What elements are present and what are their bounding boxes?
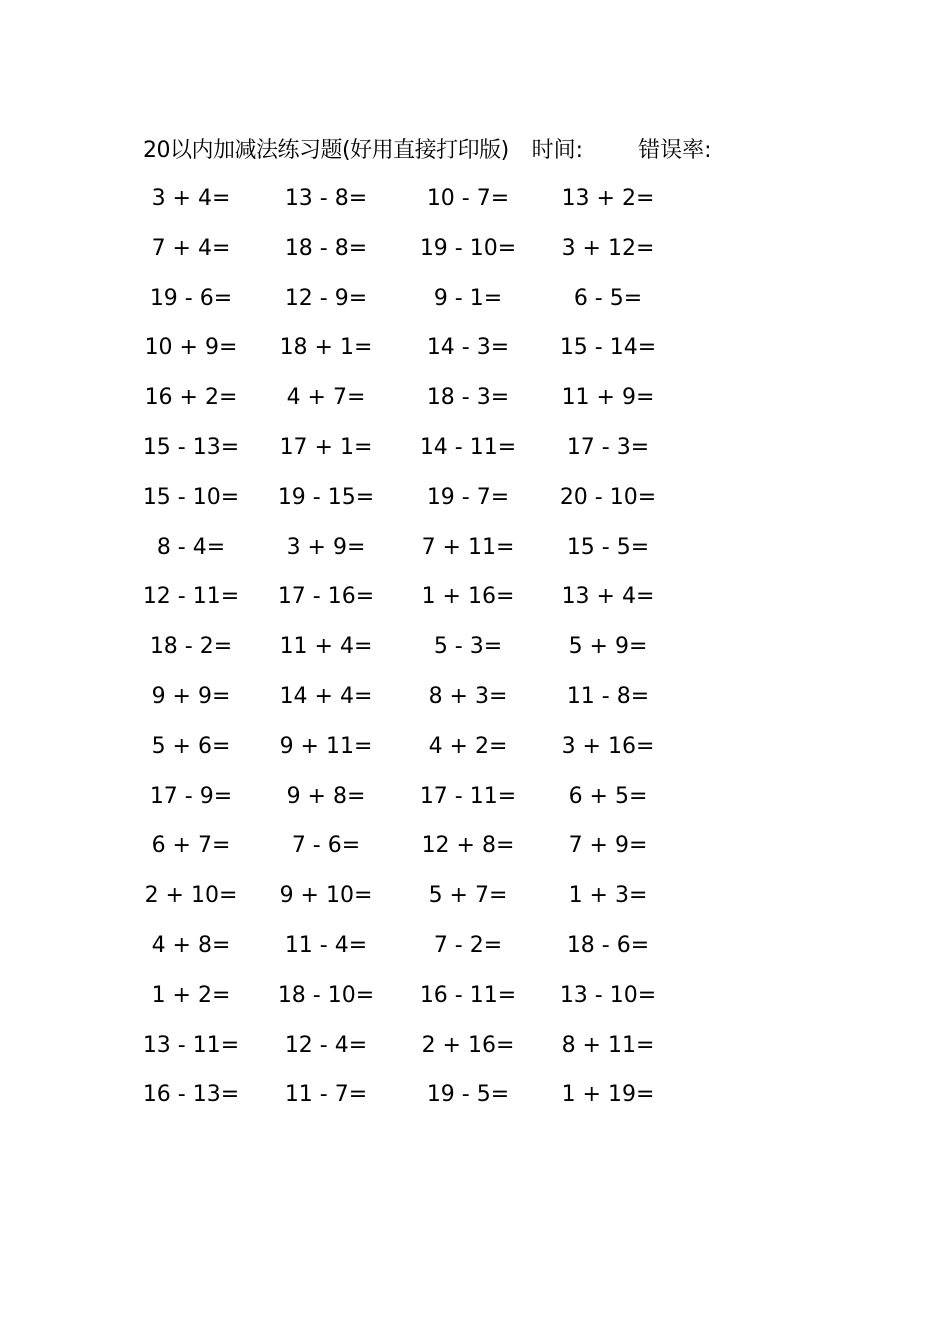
problem-cell: 7 - 6= xyxy=(291,833,361,859)
problem-cell: 19 - 6= xyxy=(149,285,233,311)
error-rate-label: 错误率: xyxy=(638,138,712,163)
problem-cell: 6 + 5= xyxy=(568,783,648,809)
problem-cell: 10 + 9= xyxy=(144,335,238,361)
problem-cell: 1 + 16= xyxy=(421,584,515,610)
problem-cell: 12 - 11= xyxy=(142,584,240,610)
problem-cell: 19 - 15= xyxy=(277,484,375,510)
problem-cell: 10 - 7= xyxy=(426,186,510,211)
problem-cell: 9 + 11= xyxy=(279,733,373,759)
problem-cell: 9 + 8= xyxy=(286,783,366,809)
problem-cell: 17 - 16= xyxy=(277,584,375,610)
problem-cell: 17 - 9= xyxy=(149,783,233,809)
problem-cell: 3 + 16= xyxy=(561,733,655,759)
problem-cell: 3 + 12= xyxy=(561,235,655,261)
problem-cell: 14 + 4= xyxy=(279,684,373,709)
worksheet-title: 20以内加减法练习题(好用直接打印版) xyxy=(143,138,509,163)
problem-cell: 4 + 2= xyxy=(428,733,508,759)
problem-cell: 15 - 13= xyxy=(142,435,240,460)
problem-cell: 7 + 4= xyxy=(151,235,231,261)
problem-cell: 11 - 8= xyxy=(566,684,650,709)
problem-cell: 2 + 16= xyxy=(421,1032,515,1058)
problem-cell: 16 - 11= xyxy=(419,982,517,1008)
problem-cell: 5 - 3= xyxy=(433,634,503,660)
problem-cell: 19 - 7= xyxy=(426,484,510,510)
problem-cell: 15 - 5= xyxy=(566,534,650,560)
problem-cell: 2 + 10= xyxy=(144,883,238,909)
problem-cell: 13 - 11= xyxy=(142,1032,240,1058)
problem-cell: 20 - 10= xyxy=(559,484,657,510)
problem-cell: 16 + 2= xyxy=(144,385,238,411)
problem-cell: 9 - 1= xyxy=(433,285,503,311)
problem-cell: 12 + 8= xyxy=(421,833,515,859)
problem-cell: 7 - 2= xyxy=(433,933,503,958)
problem-cell: 11 + 4= xyxy=(279,634,373,660)
problem-cell: 3 + 4= xyxy=(151,186,231,211)
problem-cell: 4 + 7= xyxy=(286,385,366,411)
problem-cell: 18 + 1= xyxy=(279,335,373,361)
problem-cell: 18 - 8= xyxy=(284,235,368,261)
problem-cell: 18 - 6= xyxy=(566,933,650,958)
problem-cell: 12 - 9= xyxy=(284,285,368,311)
problem-cell: 5 + 7= xyxy=(428,883,508,909)
problem-cell: 13 - 10= xyxy=(559,982,657,1008)
problem-cell: 6 - 5= xyxy=(573,285,643,311)
problem-cell: 17 - 3= xyxy=(566,435,650,460)
problem-cell: 17 - 11= xyxy=(419,783,517,809)
problem-cell: 15 - 10= xyxy=(142,484,240,510)
problem-cell: 15 - 14= xyxy=(559,335,657,361)
problem-cell: 19 - 10= xyxy=(419,235,517,261)
problem-cell: 11 - 7= xyxy=(284,1082,368,1108)
problem-cell: 8 + 11= xyxy=(561,1032,655,1058)
problem-cell: 3 + 9= xyxy=(286,534,366,560)
problem-cell: 14 - 11= xyxy=(419,435,517,460)
problem-cell: 5 + 9= xyxy=(568,634,648,660)
problem-cell: 9 + 10= xyxy=(279,883,373,909)
problem-cell: 1 + 19= xyxy=(561,1082,655,1108)
problem-cell: 1 + 3= xyxy=(568,883,648,909)
problem-cell: 6 + 7= xyxy=(151,833,231,859)
problem-cell: 12 - 4= xyxy=(284,1032,368,1058)
problem-cell: 5 + 6= xyxy=(151,733,231,759)
problem-cell: 18 - 10= xyxy=(277,982,375,1008)
time-label: 时间: xyxy=(531,138,584,163)
problem-cell: 8 + 3= xyxy=(428,684,508,709)
worksheet-header xyxy=(143,133,712,169)
problem-cell: 13 + 2= xyxy=(561,186,655,211)
problem-cell: 1 + 2= xyxy=(151,982,231,1008)
problem-cell: 16 - 13= xyxy=(142,1082,240,1108)
problem-cell: 4 + 8= xyxy=(151,933,231,958)
problem-cell: 7 + 11= xyxy=(421,534,515,560)
problem-cell: 9 + 9= xyxy=(151,684,231,709)
problem-cell: 13 - 8= xyxy=(284,186,368,211)
problem-cell: 13 + 4= xyxy=(561,584,655,610)
problem-cell: 19 - 5= xyxy=(426,1082,510,1108)
problem-cell: 7 + 9= xyxy=(568,833,648,859)
problem-cell: 18 - 3= xyxy=(426,385,510,411)
problem-cell: 11 - 4= xyxy=(284,933,368,958)
problem-cell: 8 - 4= xyxy=(156,534,226,560)
problem-cell: 18 - 2= xyxy=(149,634,233,660)
problem-cell: 17 + 1= xyxy=(279,435,373,460)
problem-cell: 14 - 3= xyxy=(426,335,510,361)
problem-cell: 11 + 9= xyxy=(561,385,655,411)
